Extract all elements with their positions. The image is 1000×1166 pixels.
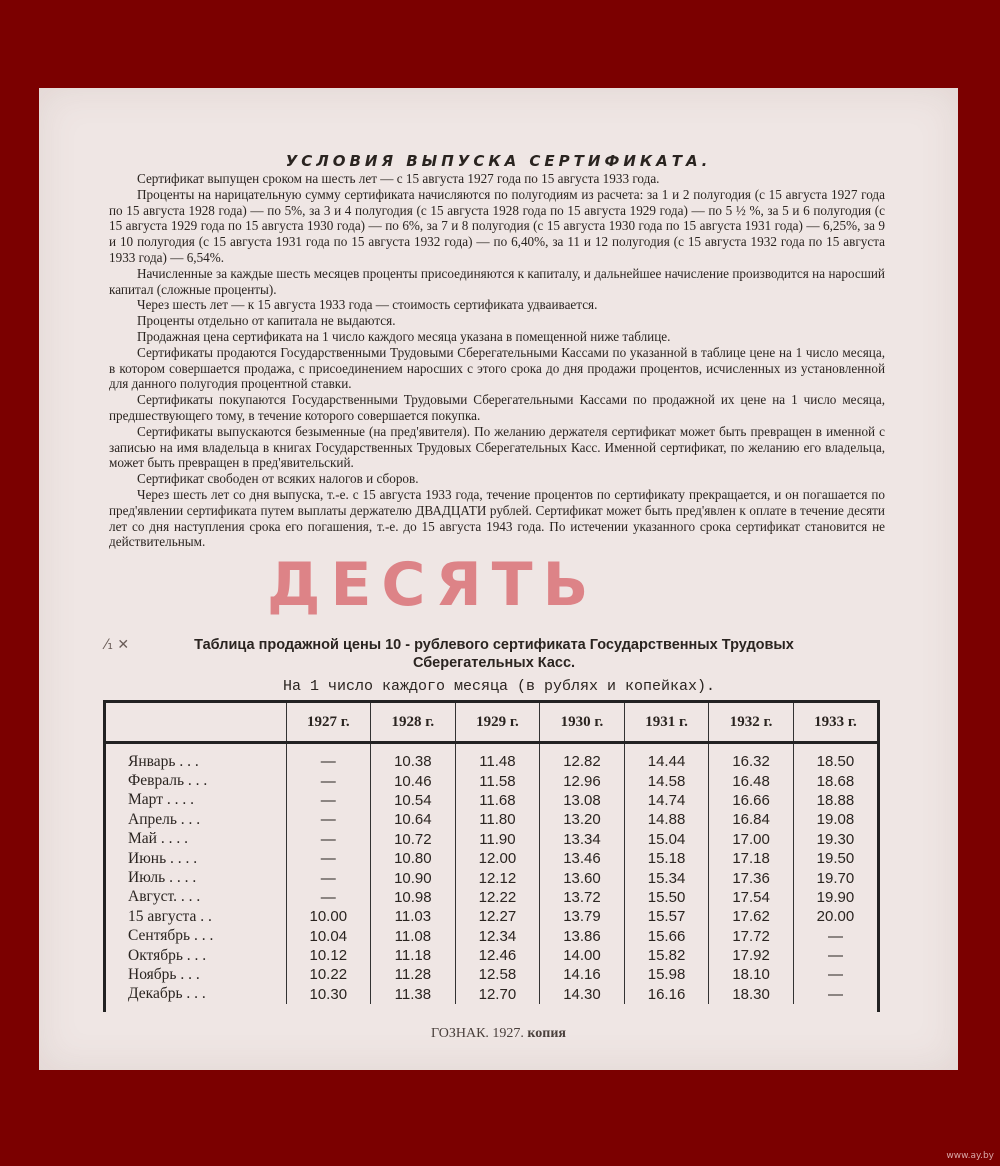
price-cell: 20.00	[793, 907, 877, 926]
price-cell: —	[286, 830, 371, 849]
price-body	[106, 743, 877, 1005]
paragraph: Проценты на нарицательную сумму сертификата начисляются по полугодиям из расчета: за 1 и 2 полугодия (с 15 августа 1927 года по 15 августа 1928 года) — по 5%, за 3 и 4 полугодия (с 15 августа 1928 года по 15 августа 1929 года) — по 5 ½ %, за 5 и 6 полугодия (с 15 августа 1929 года по 15 августа 1930 года) — по 6%, за 7 и 8 полугодия (с 15 августа 1930 года по 15 августа 1931 года) — 6,25%, за 9 и 10 полугодия (с 15 августа 1931 года по 15 августа 1932 года) — по 6,40%, за 11 и 12 полугодия (с 15 августа 1932 года по 15 августа 1933 года) — 6,54%.	[109, 186, 885, 265]
price-cell: 16.16	[624, 985, 709, 1004]
price-cell: 11.38	[371, 985, 456, 1004]
month-cell: Август. . . .	[128, 888, 201, 906]
month-cell: Январь . . .	[128, 752, 199, 770]
price-cell: 12.22	[455, 888, 540, 907]
price-cell: 17.92	[709, 946, 794, 965]
price-cell: 13.34	[540, 830, 625, 849]
table-row	[106, 771, 877, 790]
table-row	[106, 868, 877, 887]
price-cell: 10.00	[286, 907, 371, 926]
price-cell: 14.74	[624, 791, 709, 810]
price-cell: 13.72	[540, 888, 625, 907]
price-cell: 16.66	[709, 791, 794, 810]
price-cell: 10.90	[371, 868, 456, 887]
price-cell: —	[793, 946, 877, 965]
price-cell: 12.96	[540, 771, 625, 790]
price-cell: 10.30	[286, 985, 371, 1004]
table-row	[106, 985, 877, 1004]
price-cell: —	[793, 927, 877, 946]
month-cell: Ноябрь . . .	[128, 965, 200, 983]
paragraph: Через шесть лет — к 15 августа 1933 года — стоимость сертификата удваивается.	[137, 297, 598, 313]
price-cell: 11.08	[371, 927, 456, 946]
price-cell: 14.16	[540, 965, 625, 984]
month-cell: Июнь . . . .	[128, 849, 198, 867]
table-row	[106, 743, 877, 772]
price-table	[103, 700, 880, 1012]
price-cell: 12.58	[455, 965, 540, 984]
price-cell: 11.68	[455, 791, 540, 810]
year-header: 1932 г.	[709, 703, 794, 743]
price-cell: 15.82	[624, 946, 709, 965]
table-title-line: Таблица продажной цены 10 - рублевого сертификата Государственных Трудовых	[194, 637, 794, 653]
corner-cell	[106, 703, 286, 743]
paragraph: Сертификаты продаются Государственными Трудовыми Сберегательными Кассами по указанной в таблице цене на 1 число месяца, в котором совершается продажа, с присоединением наросших с этого срока до дня продажи процентов, исчисленных из установленной для данного полугодия процентной ставки.	[109, 344, 885, 392]
price-cell: 16.84	[709, 810, 794, 829]
month-cell: Апрель . . .	[128, 810, 201, 828]
price-cell: 11.03	[371, 907, 456, 926]
price-cell: 18.88	[793, 791, 877, 810]
year-header-row	[106, 703, 877, 743]
paragraph: Сертификат выпущен сроком на шесть лет — с 15 августа 1927 года по 15 августа 1933 года.	[137, 171, 660, 186]
price-cell: —	[286, 888, 371, 907]
price-cell: 10.04	[286, 927, 371, 946]
price-cell: 19.70	[793, 868, 877, 887]
price-cell: 18.68	[793, 771, 877, 790]
price-cell: —	[286, 868, 371, 887]
printer-mark: ГОЗНАК. 1927.	[430, 1026, 524, 1041]
price-cell: 15.18	[624, 849, 709, 868]
price-cell: —	[286, 810, 371, 829]
price-cell: 14.58	[624, 771, 709, 790]
price-cell: 18.50	[793, 743, 877, 772]
price-cell: 19.30	[793, 830, 877, 849]
price-cell: 17.72	[709, 927, 794, 946]
table-row	[106, 791, 877, 810]
paragraph: Проценты отдельно от капитала не выдаются.	[137, 313, 396, 329]
document-title: УСЛОВИЯ ВЫПУСКА СЕРТИФИКАТА.	[285, 152, 712, 170]
price-cell: 14.88	[624, 810, 709, 829]
month-cell: Март . . . .	[128, 791, 194, 809]
price-cell: 15.57	[624, 907, 709, 926]
paragraph: Сертификат свободен от всяких налогов и сборов.	[137, 471, 419, 487]
paragraph: Продажная цена сертификата на 1 число каждого месяца указана в помещенной ниже таблице.	[137, 328, 671, 344]
price-cell: 15.04	[624, 830, 709, 849]
price-cell: 17.36	[709, 868, 794, 887]
paragraph: Сертификаты покупаются Государственными Трудовыми Сберегательными Кассами по продажной их цене на 1 число месяца, предшествующего тому, в течение которого совершается покупка.	[109, 392, 885, 423]
paragraph: Начисленные за каждые шесть месяцев проценты присоединяются к капиталу, и дальнейшее начисление производится на наросший капитал (сложные проценты).	[109, 265, 885, 297]
price-cell: 19.08	[793, 810, 877, 829]
month-cell: Май . . . .	[128, 830, 188, 848]
price-cell: 10.54	[371, 791, 456, 810]
table-title-line: Сберегательных Касс.	[412, 655, 576, 671]
price-cell: 15.50	[624, 888, 709, 907]
price-cell: 10.72	[371, 830, 456, 849]
price-cell: 19.90	[793, 888, 877, 907]
table-row	[106, 946, 877, 965]
year-header: 1929 г.	[455, 703, 540, 743]
price-cell: 10.12	[286, 946, 371, 965]
price-cell: 11.28	[371, 965, 456, 984]
table-row	[106, 907, 877, 926]
table-row	[106, 849, 877, 868]
table-row	[106, 888, 877, 907]
price-cell: 12.82	[540, 743, 625, 772]
price-cell: 17.00	[709, 830, 794, 849]
price-cell: 12.12	[455, 868, 540, 887]
price-cell: 12.46	[455, 946, 540, 965]
price-cell: —	[286, 771, 371, 790]
price-cell: —	[286, 791, 371, 810]
paragraph: Через шесть лет со дня выпуска, т.-е. с 15 августа 1933 года, течение процентов по сертификату прекращается, и он погашается по пред'явлении сертификата путем выплаты держателю ДВАДЦАТИ рублей. Сертификат может быть пред'явлен к оплате в течение десяти лет со дня наступления срока его погашения, т.-е. до 15 августа 1943 года. По истечении указанного срока сертификат становится не действительным.	[109, 486, 885, 550]
price-cell: 15.66	[624, 927, 709, 946]
price-cell: 11.48	[455, 743, 540, 772]
price-cell: 11.58	[455, 771, 540, 790]
price-cell: 12.27	[455, 907, 540, 926]
price-cell: 16.32	[709, 743, 794, 772]
price-cell: 10.38	[371, 743, 456, 772]
site-watermark: www.ay.by	[946, 1151, 994, 1161]
price-grid	[106, 703, 877, 1004]
price-cell: 17.18	[709, 849, 794, 868]
price-cell: —	[286, 849, 371, 868]
table-subtitle: На 1 число каждого месяца (в рублях и копейках).	[282, 678, 716, 695]
table-row	[106, 830, 877, 849]
year-header: 1928 г.	[371, 703, 456, 743]
price-cell: 14.00	[540, 946, 625, 965]
conditions-text	[109, 171, 885, 550]
paragraph: Сертификаты выпускаются безыменные (на пред'явителя). По желанию держателя сертификат может быть превращен в именной с записью на имя владельца в книгах Государственных Трудовых Сберегательных Касс. Именной сертификат, по желанию его владельца, может быть превращен в пред'явительский.	[109, 423, 885, 471]
footer	[39, 1026, 958, 1042]
price-cell: 13.60	[540, 868, 625, 887]
month-cell: Сентябрь . . .	[128, 927, 214, 945]
price-cell: —	[286, 743, 371, 772]
table-row	[106, 927, 877, 946]
price-cell: 11.80	[455, 810, 540, 829]
price-cell: 13.86	[540, 927, 625, 946]
price-cell: 10.22	[286, 965, 371, 984]
price-cell: 14.30	[540, 985, 625, 1004]
price-cell: 12.34	[455, 927, 540, 946]
month-cell: Февраль . . .	[128, 772, 208, 790]
price-cell: 11.90	[455, 830, 540, 849]
price-cell: 12.70	[455, 985, 540, 1004]
month-cell: 15 августа . .	[128, 907, 212, 925]
month-cell: Октябрь . . .	[128, 946, 207, 964]
table-row	[106, 965, 877, 984]
price-cell: 19.50	[793, 849, 877, 868]
price-cell: —	[793, 985, 877, 1004]
certificate-page	[39, 88, 958, 1070]
year-header: 1927 г.	[286, 703, 371, 743]
month-cell: Декабрь . . .	[128, 985, 206, 1003]
price-cell: 18.30	[709, 985, 794, 1004]
price-cell: 10.80	[371, 849, 456, 868]
price-cell: 18.10	[709, 965, 794, 984]
price-cell: 10.98	[371, 888, 456, 907]
price-cell: 13.79	[540, 907, 625, 926]
price-cell: 13.20	[540, 810, 625, 829]
year-header: 1930 г.	[540, 703, 625, 743]
month-cell: Июль . . . .	[128, 869, 197, 887]
table-title	[139, 636, 849, 672]
year-header: 1933 г.	[793, 703, 877, 743]
margin-mark-icon: ⁄₁ ✕	[105, 637, 130, 653]
price-cell: 10.46	[371, 771, 456, 790]
price-cell: 10.64	[371, 810, 456, 829]
price-cell: 17.62	[709, 907, 794, 926]
price-cell: 11.18	[371, 946, 456, 965]
price-cell: 16.48	[709, 771, 794, 790]
price-cell: 13.46	[540, 849, 625, 868]
price-cell: 14.44	[624, 743, 709, 772]
copy-label: копия	[527, 1026, 567, 1041]
price-cell: 13.08	[540, 791, 625, 810]
price-cell: —	[793, 965, 877, 984]
price-cell: 15.98	[624, 965, 709, 984]
price-cell: 15.34	[624, 868, 709, 887]
table-row	[106, 810, 877, 829]
red-overprint-stamp: ДЕСЯТЬ	[267, 550, 599, 620]
price-cell: 17.54	[709, 888, 794, 907]
price-cell: 12.00	[455, 849, 540, 868]
year-header: 1931 г.	[624, 703, 709, 743]
